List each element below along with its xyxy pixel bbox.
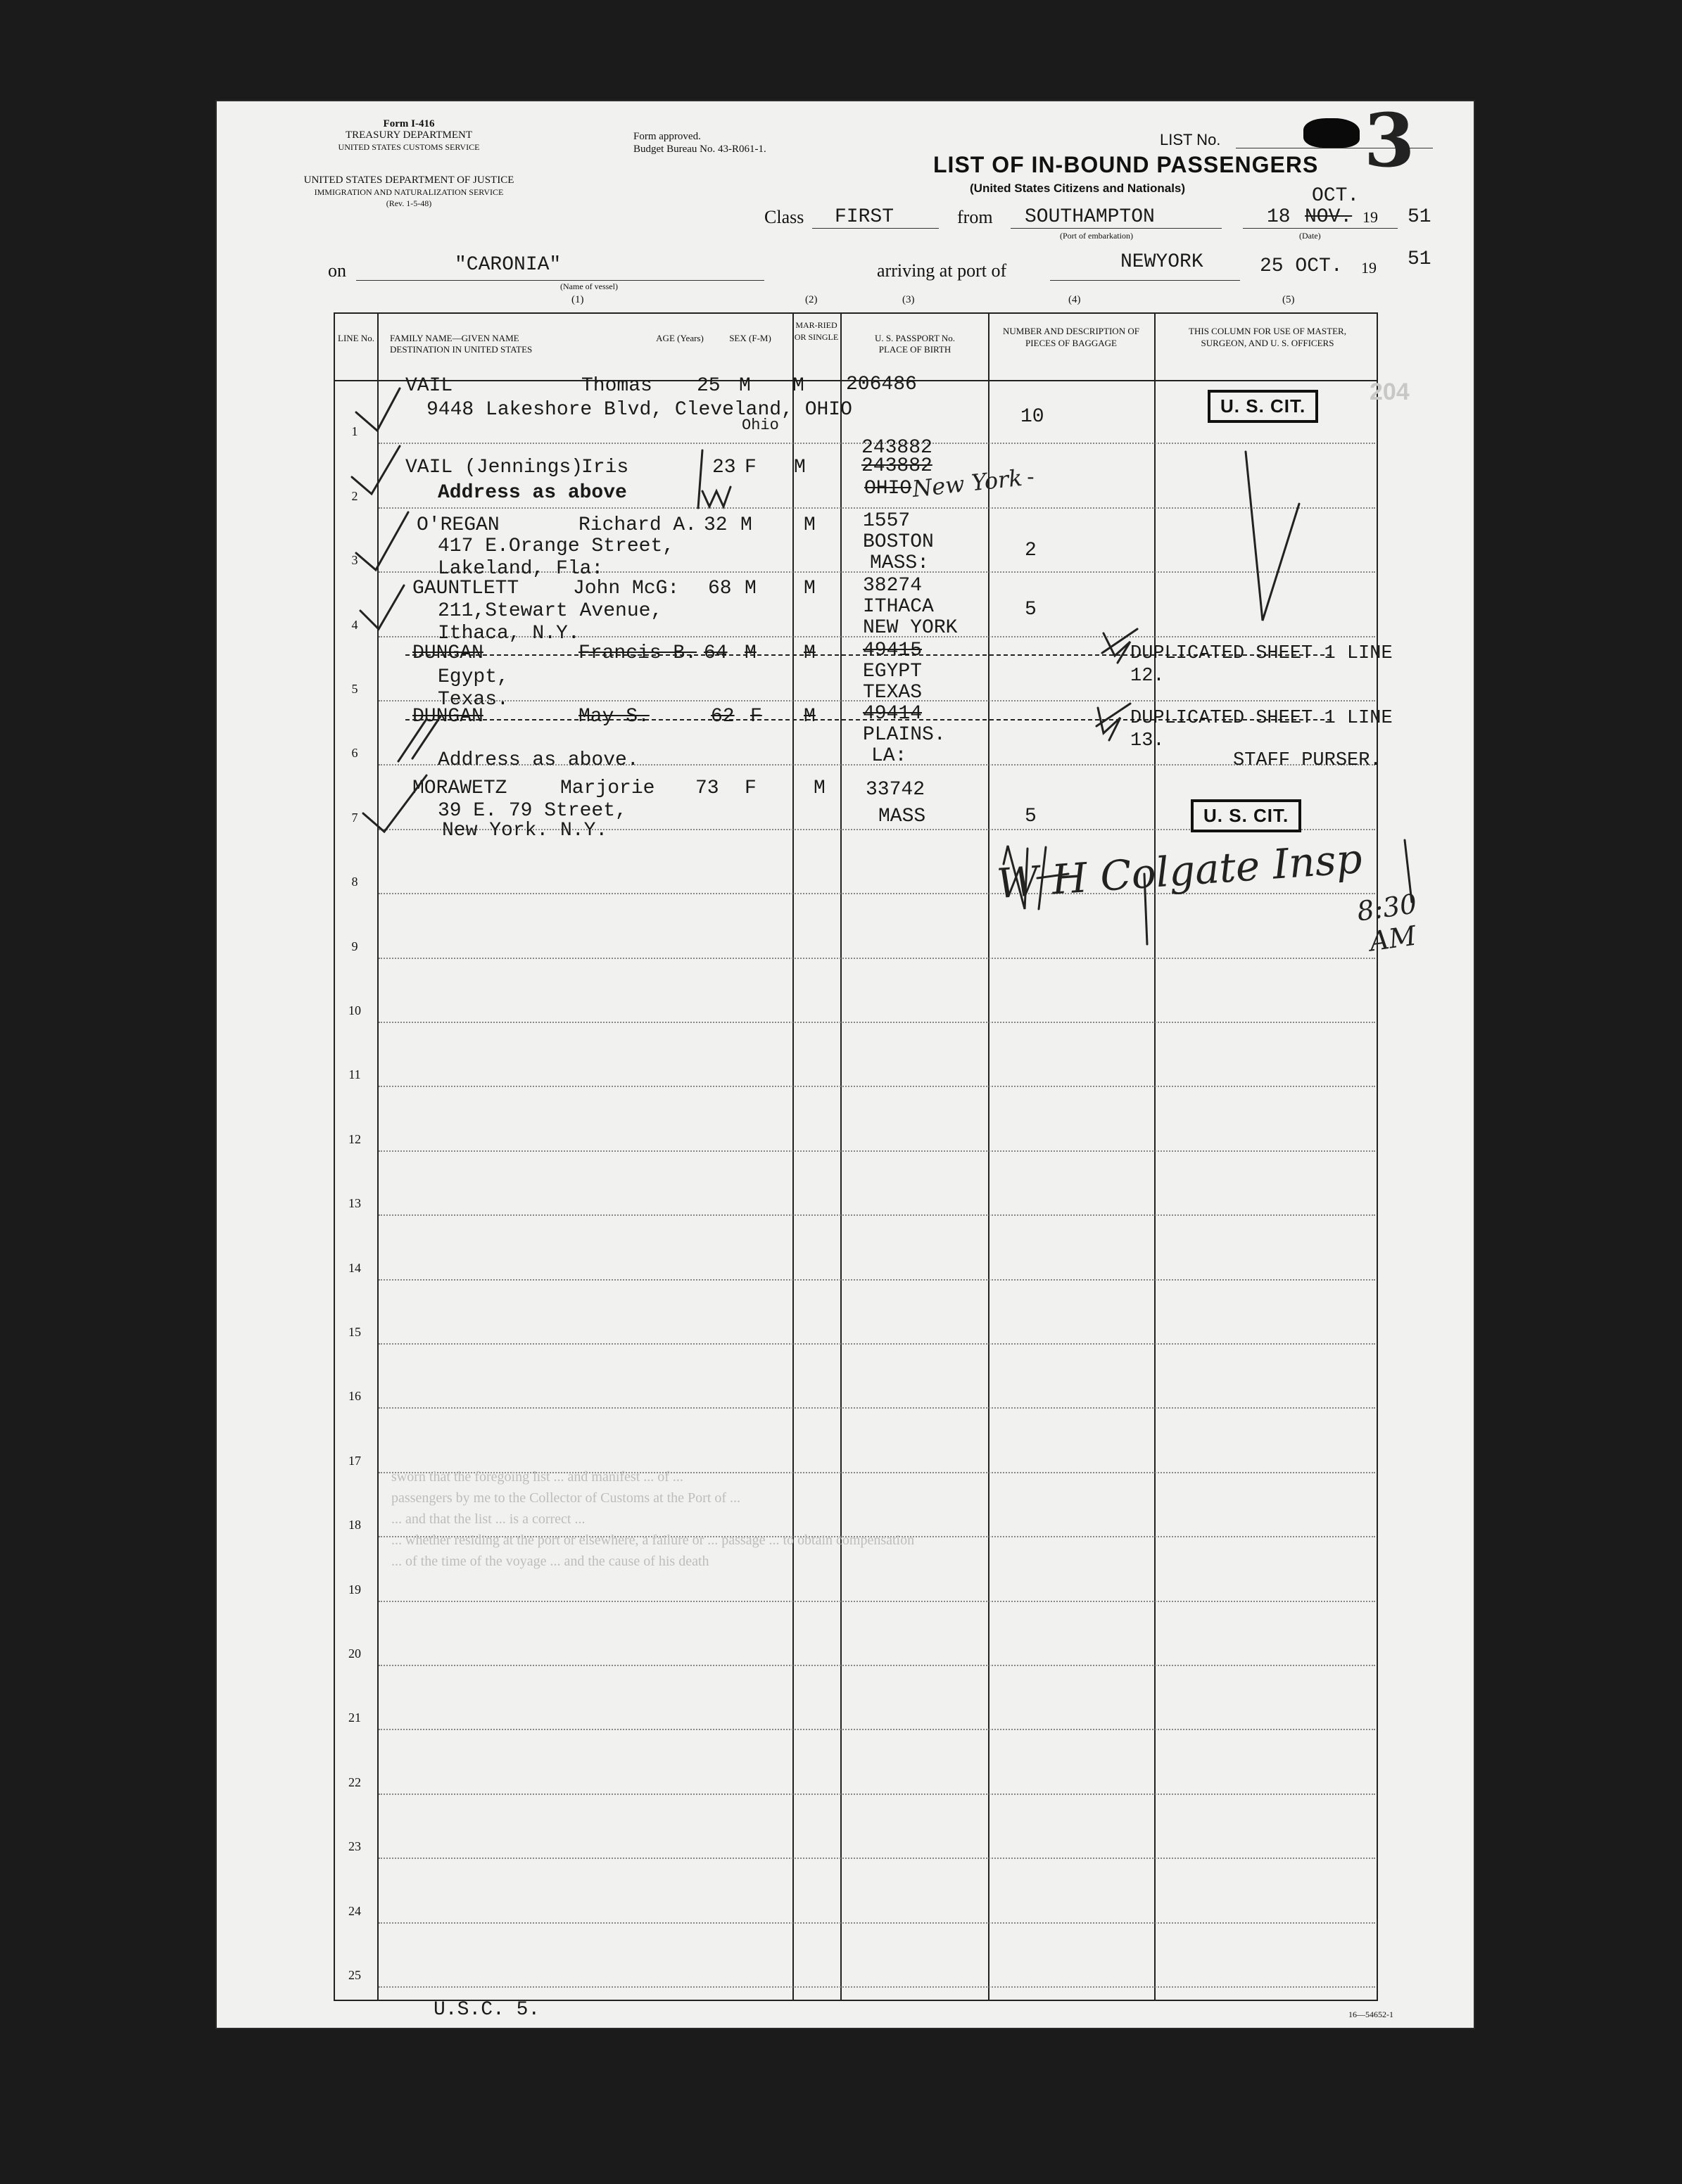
arrive-year-prefix: 19 [1361,259,1377,277]
entry-3-destination-2: Lakeland, Fla: [438,558,604,580]
row-divider [379,1150,1375,1152]
entry-1-destination: 9448 Lakeshore Blvd, Cleveland, OHIO [426,399,852,421]
col-num-4: (4) [1068,294,1081,305]
entry-6-destination: Address as above. [438,749,639,771]
handwritten-marks [215,100,1475,1085]
header-destination: DESTINATION IN UNITED STATES [390,344,533,355]
initial-mark [702,487,731,507]
row-divider [379,1407,1375,1409]
entry-5-age: 64 [704,642,728,664]
from-caption: (Port of embarkation) [1060,231,1133,241]
entry-7-baggage: 5 [1025,806,1037,827]
justice-dept: UNITED STATES DEPARTMENT OF JUSTICE [303,174,514,186]
entry-4-baggage: 5 [1025,599,1037,621]
entry-6-name: DUNGAN [412,706,483,728]
entry-6-passport: 49414 [863,703,923,725]
entry-3-passport: 1557 [863,510,911,532]
oath-line: sworn that the foregoing list ... and manifest ... of ... [391,1469,683,1485]
line-number: 19 [348,1582,361,1596]
entry-5-destination-2: Texas. [438,689,509,711]
entry-6-birth: PLAINS. [863,724,946,746]
entry-5-sex: M [745,642,757,664]
line-number: 4 [351,617,358,632]
faint-oath-text [391,1466,914,1572]
entry-4-given: John McG: [573,578,680,599]
entry-5-name: DUNGAN [412,642,483,664]
line-number: 6 [351,746,358,761]
entry-7-age: 73 [695,777,719,799]
entry-3-name: O'REGAN [417,514,500,536]
oath-line: ... whether residing at the port or elsewhere, a failure or ... passage ... to obtain compensation [391,1532,915,1548]
entry-5-birth-2: TEXAS [863,682,923,704]
line-number: 17 [348,1453,361,1468]
entry-2-sex: F [745,457,757,478]
col-num-2: (2) [805,294,818,305]
entry-3-marital: M [804,514,816,536]
header-passport: U. S. PASSPORT No. [874,333,956,343]
entry-3-age: 32 [704,514,728,536]
check-mark [356,512,408,570]
row-divider [379,1665,1375,1666]
check-mark [360,585,404,629]
line-number: 3 [351,553,358,568]
entry-7-passport: 33742 [866,779,925,801]
initial-mark [698,450,702,508]
entry-3-sex: M [740,514,752,536]
list-no-value: 3 [1364,97,1415,184]
entry-7-name: MORAWETZ [412,777,507,799]
us-cit-stamp: U. S. CIT. [1208,390,1318,423]
us-cit-stamp: U. S. CIT. [1191,799,1301,832]
row-divider [379,1601,1375,1602]
row-divider [379,1086,1375,1087]
footer-print-code: 16—54652-1 [1348,2010,1393,2019]
entry-3-given: Richard A. [578,514,697,536]
on-label: on [328,260,346,281]
line-number: 11 [348,1067,361,1082]
budget-bureau: Budget Bureau No. 43-R061-1. [633,144,766,155]
entry-2-birth-handwritten: New York [911,464,1024,503]
form-approved: Form approved. [633,131,701,142]
col-num-1: (1) [571,294,584,305]
entry-1-age: 25 [697,375,721,397]
class-value: FIRST [835,206,894,228]
faint-stamp-number: 204 [1370,379,1410,405]
entry-2-age: 23 [712,457,736,478]
line-number: 21 [348,1710,361,1725]
header-married: MAR-RIED OR SINGLE [794,320,839,342]
entry-5-passport: 49415 [863,640,923,661]
treasury-dept: TREASURY DEPARTMENT [345,129,473,141]
form-subtitle: (United States Citizens and Nationals) [970,182,1186,195]
header-birth: PLACE OF BIRTH [878,344,951,355]
entry-7-given: Marjorie [560,777,655,799]
depart-month: OCT. [1312,185,1360,207]
line-number: 2 [351,488,358,503]
entry-7-sex: F [745,777,757,799]
header-line-no: LINE No. [338,333,374,343]
col-num-5: (5) [1282,294,1295,305]
entry-2-given: Iris [581,457,629,478]
check-mark [356,388,400,431]
oath-line: ... and that the list ... is a correct ... [391,1511,586,1527]
line-number: 24 [348,1903,361,1918]
header-officers: THIS COLUMN FOR USE OF MASTER, SURGEON, AND U. S. OFFICERS [1189,326,1346,348]
officer-signature: W H Colgate Insp [995,834,1364,908]
entry-4-destination-2: Ithaca, N.Y. [438,623,580,645]
list-no-label: LIST No. [1160,131,1221,148]
port-value: NEWYORK [1120,251,1203,273]
initial-mark [1102,629,1137,663]
entry-6-given: May S. [578,706,650,728]
entry-4-sex: M [745,578,757,599]
line-number: 8 [351,875,358,889]
revision: (Rev. 1-5-48) [386,198,432,208]
entry-5-note: DUPLICATED SHEET 1 LINE [1130,643,1393,664]
arrive-date: 25 OCT. [1260,255,1343,277]
entry-2-passport: 243882 [861,437,932,459]
depart-day: 18 [1267,206,1291,228]
line-number: 23 [348,1839,361,1854]
date-caption: (Date) [1299,231,1321,241]
from-label: from [957,207,993,227]
line-number: 10 [348,1003,361,1017]
entry-4-marital: M [804,578,816,599]
entry-5-note-2: 12. [1130,666,1165,687]
entry-6-note: DUPLICATED SHEET 1 LINE [1130,708,1393,729]
signature-time: 8:30 [1355,888,1419,927]
initial-mark [1096,704,1130,740]
arrive-year: 51 [1408,248,1431,270]
entry-3-baggage: 2 [1025,540,1037,561]
line-number: 13 [348,1196,361,1211]
row-divider [379,1729,1375,1730]
entry-1-given: Thomas [581,375,652,397]
entry-6-age: 62 [711,706,735,728]
line-number: 7 [351,810,358,825]
entry-2-passport-struck: 243882 [861,455,932,477]
line-number: 15 [348,1325,361,1339]
header-name: FAMILY NAME—GIVEN NAME [390,333,519,343]
line-number: 20 [348,1646,361,1661]
entry-2-destination: Address as above [438,482,627,504]
header-sex: SEX (F-M) [729,333,771,343]
depart-year: 51 [1408,206,1431,228]
entry-3-destination: 417 E.Orange Street, [438,535,675,557]
check-mark [398,716,441,761]
entry-5-marital: M [804,642,816,664]
entry-1-sex: M [739,375,751,397]
entry-4-birth-2: NEW YORK [863,617,958,639]
line-number: 5 [351,682,358,696]
entry-7-birth: MASS [878,806,926,827]
entry-2-marital: M [794,457,806,478]
entry-7-destination-2: New York. N.Y. [442,820,608,842]
row-divider [379,1343,1375,1345]
entry-6-note-3: STAFF PURSER. [1233,750,1381,771]
entry-1-passport: 206486 [846,374,917,395]
ins-service: IMMIGRATION AND NATURALIZATION SERVICE [314,187,504,197]
line-number: 25 [348,1968,361,1982]
entry-6-note-2: 13. [1130,730,1165,751]
row-divider [379,1922,1375,1924]
entry-2-birth-struck: OHIO [864,478,912,500]
class-label: Class [764,207,804,227]
check-mark [352,446,400,494]
entry-4-name: GAUNTLETT [412,578,519,599]
oath-line: passengers by me to the Collector of Customs at the Port of ... [391,1490,741,1506]
header-baggage: NUMBER AND DESCRIPTION OF PIECES OF BAGGAGE [1003,326,1139,348]
depart-month-struck: NOV. [1305,206,1353,228]
entry-5-given: Francis B. [578,642,697,664]
from-value: SOUTHAMPTON [1025,206,1155,228]
entry-6-marital: M [804,706,816,728]
line-number: 1 [351,424,358,439]
entry-2-baggage: - [1025,468,1037,490]
entry-3-birth: BOSTON [863,531,934,553]
row-divider [379,1986,1375,1988]
entry-4-birth: ITHACA [863,596,934,618]
line-number: 14 [348,1260,361,1275]
officer-slash [1246,452,1299,621]
entry-6-sex: F [750,706,762,728]
signature-ampm: AM [1367,920,1419,958]
line-number: 22 [348,1775,361,1789]
entry-7-marital: M [814,777,826,799]
row-divider [379,1793,1375,1795]
vessel-caption: (Name of vessel) [560,281,618,291]
entry-1-baggage: 10 [1020,406,1044,428]
depart-year-prefix: 19 [1362,208,1378,226]
col-num-3: (3) [902,294,915,305]
form-title: LIST OF IN-BOUND PASSENGERS [933,152,1319,177]
entry-1-destination-2: Ohio [742,417,779,434]
entry-7-destination: 39 E. 79 Street, [438,800,627,822]
manifest-page [215,97,1475,2029]
arriving-label: arriving at port of [877,260,1007,281]
line-number: 16 [348,1389,361,1404]
form-id: Form I-416 [383,118,435,129]
line-number: 18 [348,1518,361,1532]
entry-1-name: VAIL [405,375,453,397]
row-divider [379,1279,1375,1281]
row-divider [379,1858,1375,1859]
oath-line: ... of the time of the voyage ... and the cause of his death [391,1554,709,1569]
vessel-name: "CARONIA" [455,254,562,276]
line-number: 9 [351,939,358,953]
row-divider [379,1214,1375,1216]
footer-form-code: U.S.C. 5. [434,1999,540,2021]
entry-5-birth: EGYPT [863,661,923,682]
customs-service: UNITED STATES CUSTOMS SERVICE [338,142,480,152]
entry-4-age: 68 [708,578,732,599]
entry-4-passport: 38274 [863,575,923,597]
entry-5-destination: Egypt, [438,666,509,688]
entry-1-marital: M [792,375,804,397]
check-mark [363,775,426,832]
entry-6-birth-2: LA: [871,745,907,767]
entry-2-name: VAIL (Jennings) [405,457,583,478]
header-age: AGE (Years) [656,333,704,343]
entry-4-destination: 211,Stewart Avenue, [438,600,663,622]
entry-3-birth-2: MASS: [870,552,930,574]
line-number: 12 [348,1131,361,1146]
